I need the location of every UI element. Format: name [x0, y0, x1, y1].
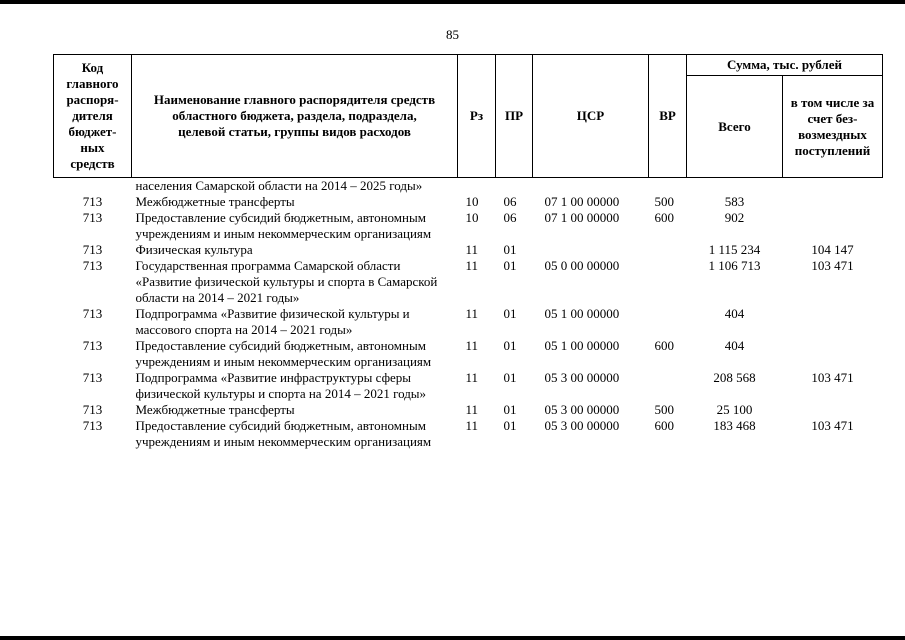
- cell-total: 183 468: [713, 418, 756, 433]
- header-pr: ПР: [496, 55, 533, 178]
- table-row: [54, 178, 883, 195]
- cell-rz: [458, 178, 496, 195]
- cell-csr: 05 3 00 00000: [544, 370, 620, 385]
- cell-total: 902: [724, 210, 745, 225]
- cell-grant: [783, 306, 883, 338]
- cell-grant: 104 147: [811, 242, 854, 257]
- table-row: [54, 338, 883, 370]
- cell-csr: [533, 178, 649, 195]
- cell-code: 713: [82, 306, 103, 321]
- cell-name: Предоставление субсидий бюджетным, автономным учреждениям и иным некоммерческим организациям: [135, 418, 432, 449]
- cell-csr: 05 3 00 00000: [544, 418, 620, 433]
- cell-grant: 103 471: [811, 370, 854, 385]
- cell-pr: 01: [503, 402, 517, 417]
- cell-vr: 600: [654, 418, 674, 433]
- header-csr: ЦСР: [533, 55, 649, 178]
- table-row: [54, 258, 883, 306]
- table-row: [54, 402, 883, 418]
- cell-total: 1 115 234: [708, 242, 761, 257]
- header-name: Наименование главного распорядителя средств областного бюджета, раздела, подраздела, целевой статьи, группы видов расходов: [132, 55, 458, 178]
- table-row: [54, 418, 883, 450]
- cell-name: Предоставление субсидий бюджетным, автономным учреждениям и иным некоммерческим организациям: [135, 210, 432, 241]
- cell-vr: 600: [654, 210, 674, 225]
- cell-pr: 01: [503, 258, 517, 273]
- cell-total: [687, 178, 783, 195]
- table-row: [54, 210, 883, 242]
- cell-name: Межбюджетные трансферты: [135, 194, 295, 209]
- header-grant: в том числе за счет без-возмездных поступлений: [783, 76, 883, 178]
- table-header: [54, 55, 883, 178]
- cell-total: 208 568: [713, 370, 756, 385]
- header-total: Всего: [687, 76, 783, 178]
- cell-rz: 11: [465, 402, 479, 417]
- cell-total: 25 100: [716, 402, 753, 417]
- table-row: [54, 242, 883, 258]
- cell-vr: [649, 242, 687, 258]
- budget-table: [53, 54, 883, 450]
- top-edge: [0, 0, 905, 4]
- cell-code: 713: [82, 210, 103, 225]
- cell-name: населения Самарской области на 2014 – 2025 годы»: [135, 178, 423, 193]
- cell-vr: [649, 306, 687, 338]
- cell-name: Предоставление субсидий бюджетным, автономным учреждениям и иным некоммерческим организациям: [135, 338, 432, 369]
- cell-pr: 01: [503, 338, 517, 353]
- cell-csr: 07 1 00 00000: [544, 210, 620, 225]
- cell-csr: 05 1 00 00000: [544, 338, 620, 353]
- header-rz: Рз: [458, 55, 496, 178]
- cell-pr: [496, 178, 533, 195]
- cell-name: Подпрограмма «Развитие физической культуры и массового спорта на 2014 – 2021 годы»: [135, 306, 410, 337]
- cell-code: 713: [82, 338, 103, 353]
- cell-total: 404: [724, 306, 745, 321]
- cell-rz: 10: [465, 210, 479, 225]
- cell-grant: 103 471: [811, 418, 854, 433]
- cell-grant: [783, 402, 883, 418]
- cell-grant: 103 471: [811, 258, 854, 273]
- cell-grant: [783, 210, 883, 242]
- table-row: [54, 306, 883, 338]
- cell-pr: 01: [503, 418, 517, 433]
- cell-csr: 07 1 00 00000: [544, 194, 620, 209]
- cell-total: 404: [724, 338, 745, 353]
- cell-rz: 11: [465, 258, 479, 273]
- cell-grant: [783, 338, 883, 370]
- cell-rz: 11: [465, 418, 479, 433]
- cell-code: [54, 178, 132, 195]
- cell-rz: 11: [465, 338, 479, 353]
- cell-vr: 600: [654, 338, 674, 353]
- cell-vr: [649, 258, 687, 306]
- header-sum: Сумма, тыс. рублей: [687, 55, 883, 76]
- cell-code: 713: [82, 370, 103, 385]
- cell-rz: 10: [465, 194, 479, 209]
- header-vr: ВР: [649, 55, 687, 178]
- cell-name: Подпрограмма «Развитие инфраструктуры сферы физической культуры и спорта на 2014 – 2021 годы»: [135, 370, 427, 401]
- cell-pr: 06: [503, 210, 517, 225]
- cell-code: 713: [82, 194, 103, 209]
- cell-total: 583: [724, 194, 745, 209]
- table-row: [54, 194, 883, 210]
- table-body: [54, 178, 883, 451]
- cell-name: Физическая культура: [135, 242, 253, 257]
- cell-code: 713: [82, 242, 103, 257]
- cell-csr: [533, 242, 649, 258]
- cell-code: 713: [82, 402, 103, 417]
- cell-pr: 06: [503, 194, 517, 209]
- cell-pr: 01: [503, 242, 517, 257]
- cell-name: Государственная программа Самарской области «Развитие физической культуры и спорта в Самарской области на 2014 – 2021 годы»: [135, 258, 438, 305]
- cell-code: 713: [82, 418, 103, 433]
- page-number: 85: [446, 27, 459, 42]
- cell-vr: 500: [654, 194, 674, 209]
- cell-csr: 05 3 00 00000: [544, 402, 620, 417]
- cell-vr: 500: [654, 402, 674, 417]
- header-code: Код главного распоря-дителя бюджет-ных средств: [54, 55, 132, 178]
- cell-vr: [649, 178, 687, 195]
- cell-csr: 05 0 00 00000: [544, 258, 620, 273]
- cell-grant: [783, 194, 883, 210]
- cell-total: 1 106 713: [708, 258, 761, 273]
- cell-csr: 05 1 00 00000: [544, 306, 620, 321]
- cell-pr: 01: [503, 370, 517, 385]
- cell-rz: 11: [465, 370, 479, 385]
- cell-rz: 11: [465, 306, 479, 321]
- cell-code: 713: [82, 258, 103, 273]
- cell-vr: [649, 370, 687, 402]
- cell-grant: [783, 178, 883, 195]
- table-row: [54, 370, 883, 402]
- cell-pr: 01: [503, 306, 517, 321]
- cell-rz: 11: [465, 242, 479, 257]
- bottom-edge: [0, 636, 905, 640]
- cell-name: Межбюджетные трансферты: [135, 402, 295, 417]
